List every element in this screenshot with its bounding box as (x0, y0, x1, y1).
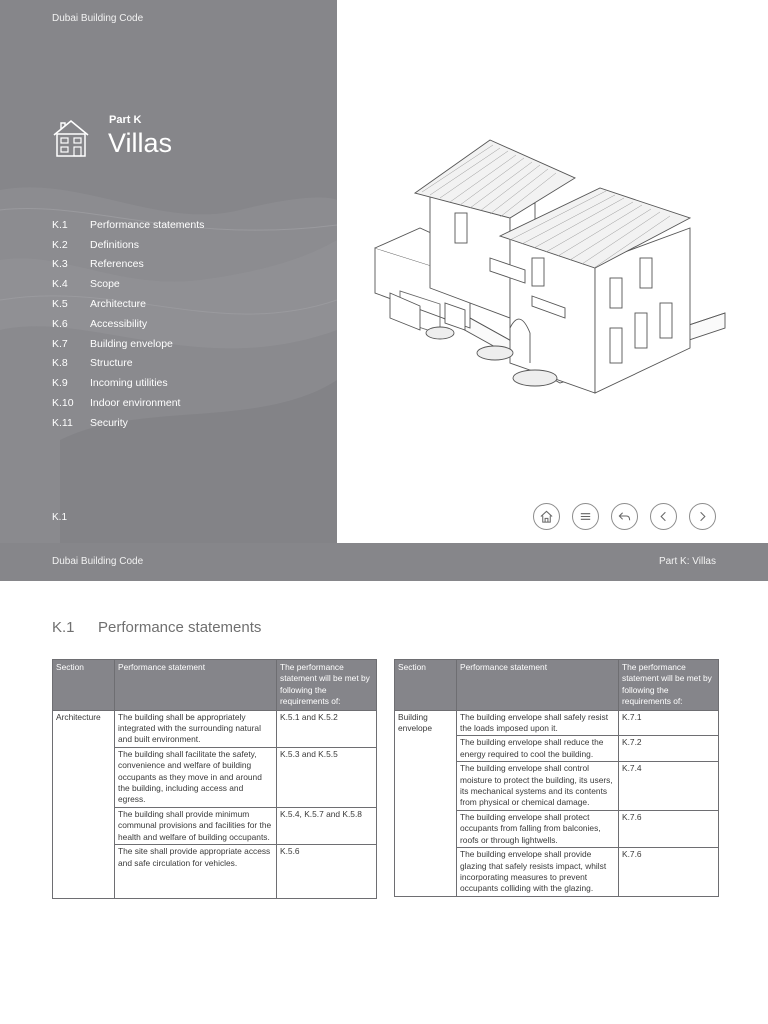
footer-document-title: Dubai Building Code (52, 556, 144, 567)
statement-cell: The site shall provide appropriate access and safe circulation for vehicles. (115, 845, 277, 899)
table-row (53, 710, 377, 747)
menu-button[interactable] (572, 503, 599, 530)
column-header-requirements: The performance statement will be met by following the requirements of: (277, 660, 377, 711)
chevron-right-icon (695, 509, 710, 524)
section-heading (52, 619, 261, 636)
toc-item-k3[interactable]: K.3 References (52, 258, 144, 271)
requirement-cell: K.7.4 (619, 762, 719, 811)
toc-item-k2[interactable]: K.2 Definitions (52, 238, 140, 251)
back-button[interactable] (611, 503, 638, 530)
section-cell: Architecture (53, 710, 115, 898)
toc-item-k4[interactable]: K.4 Scope (52, 278, 120, 291)
toc-item-k11[interactable]: K.11 Security (52, 416, 128, 429)
statement-cell: The building envelope shall control moisture to protect the building, its users, its mechanical systems and its contents from physical or chemical damage. (457, 762, 619, 811)
requirement-cell: K.7.2 (619, 736, 719, 762)
back-icon (617, 509, 632, 524)
villa-illustration (360, 118, 740, 428)
toc-item-k6[interactable]: K.6 Accessibility (52, 317, 148, 330)
performance-table-architecture (52, 659, 377, 899)
performance-table-building-envelope (394, 659, 719, 897)
footer-band (0, 543, 768, 581)
statement-cell: The building shall be appropriately integrated with the surrounding natural and built environment. (115, 710, 277, 747)
toc-item-k9[interactable]: K.9 Incoming utilities (52, 377, 168, 390)
column-header-statement: Performance statement (457, 660, 619, 711)
part-label: Part K (109, 114, 142, 126)
part-title: Villas (108, 128, 173, 158)
requirement-cell: K.5.3 and K.5.5 (277, 747, 377, 807)
requirement-cell: K.7.6 (619, 810, 719, 847)
toc-item-k1[interactable]: K.1 Performance statements (52, 218, 205, 231)
toc-item-k10[interactable]: K.10 Indoor environment (52, 397, 181, 410)
table-of-contents (52, 215, 322, 433)
statement-cell: The building envelope shall provide glazing that safely resists impact, whilst incorporating measures to prevent occupants colliding with the glazing. (457, 848, 619, 897)
requirement-cell: K.7.6 (619, 848, 719, 897)
table-header-row (395, 660, 719, 711)
home-button[interactable] (533, 503, 560, 530)
section-title: Performance statements (98, 619, 262, 636)
navigation-bar (533, 503, 716, 530)
statement-cell: The building envelope shall protect occupants from falling from balconies, roofs or through lightwells. (457, 810, 619, 847)
document-title: Dubai Building Code (52, 13, 144, 24)
section-cell: Building envelope (395, 710, 457, 896)
toc-item-k8[interactable]: K.8 Structure (52, 357, 133, 370)
requirement-cell: K.5.6 (277, 845, 377, 899)
statement-cell: The building envelope shall reduce the energy required to cool the building. (457, 736, 619, 762)
requirement-cell: K.5.1 and K.5.2 (277, 710, 377, 747)
column-header-section: Section (53, 660, 115, 711)
statement-cell: The building shall facilitate the safety, convenience and welfare of building occupants as they move in and around the building, including access and egress. (115, 747, 277, 807)
table-row (395, 710, 719, 736)
toc-item-k7[interactable]: K.7 Building envelope (52, 337, 173, 350)
column-header-statement: Performance statement (115, 660, 277, 711)
home-icon (539, 509, 554, 524)
section-number: K.1 (52, 619, 75, 636)
column-header-requirements: The performance statement will be met by following the requirements of: (619, 660, 719, 711)
cover-left-panel (0, 0, 337, 543)
requirement-cell: K.5.4, K.5.7 and K.5.8 (277, 807, 377, 844)
previous-button[interactable] (650, 503, 677, 530)
menu-icon (578, 509, 593, 524)
table-header-row (53, 660, 377, 711)
footer-part-title: Part K: Villas (658, 556, 716, 567)
house-icon (52, 117, 90, 159)
requirement-cell: K.7.1 (619, 710, 719, 736)
statement-cell: The building shall provide minimum communal provisions and facilities for the health and welfare of building occupants. (115, 807, 277, 844)
statement-cell: The building envelope shall safely resist the loads imposed upon it. (457, 710, 619, 736)
next-button[interactable] (689, 503, 716, 530)
toc-item-k5[interactable]: K.5 Architecture (52, 298, 147, 311)
chevron-left-icon (656, 509, 671, 524)
page-number: K.1 (52, 512, 68, 523)
column-header-section: Section (395, 660, 457, 711)
